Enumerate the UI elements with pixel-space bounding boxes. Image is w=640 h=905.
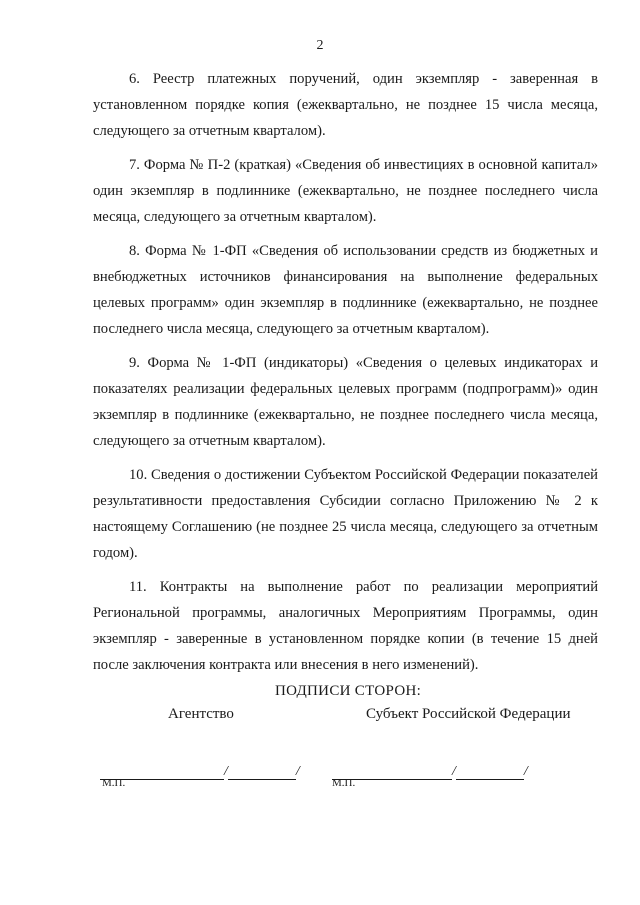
- signature-slash: /: [452, 764, 456, 779]
- subject-seal-label: М.П.: [332, 777, 356, 789]
- agency-signature-line: [100, 764, 300, 780]
- signature-slash: /: [295, 764, 300, 779]
- signatures-title: ПОДПИСИ СТОРОН:: [275, 683, 422, 699]
- party-agency-label: Агентство: [168, 706, 234, 722]
- agency-seal-label: М.П.: [102, 777, 126, 789]
- list-item-7: 7. Форма № П-2 (краткая) «Сведения об инвестициях в основной капитал» один экземпляр в подлиннике (ежеквартально, не позднее последнего числа месяца, следующего за отчетным кварталом).: [93, 157, 598, 225]
- list-item-11: 11. Контракты на выполнение работ по реализации мероприятий Региональной программы, аналогичных Мероприятиям Программы, один экземпляр - заверенные в установленном порядке копии (в течение 15 дней после заключения контракта или внесения в него изменений).: [93, 579, 598, 673]
- party-subject-label: Субъект Российской Федерации: [366, 706, 571, 722]
- name-blank: [228, 769, 296, 780]
- list-item-10: 10. Сведения о достижении Субъектом Российской Федерации показателей результативности предоставления Субсидии согласно Приложению № 2 к настоящему Соглашению (не позднее 25 числа месяца, следующего за отчетным годом).: [93, 467, 598, 561]
- name-blank: [456, 769, 524, 780]
- page-number: 2: [316, 38, 324, 53]
- signature-slash: /: [523, 764, 528, 779]
- signature-slash: /: [224, 764, 228, 779]
- list-item-8: 8. Форма № 1-ФП «Сведения об использовании средств из бюджетных и внебюджетных источников финансирования на выполнение федеральных целевых программ» один экземпляр в подлиннике (ежеквартально, не позднее последнего числа месяца, следующего за отчетным кварталом).: [93, 243, 598, 337]
- document-items-list: [93, 66, 598, 686]
- list-item-6: 6. Реестр платежных поручений, один экземпляр - заверенная в установленном порядке копия (ежеквартально, не позднее 15 числа месяца, следующего за отчетным кварталом).: [93, 71, 598, 139]
- subject-signature-line: [332, 764, 528, 780]
- list-item-9: 9. Форма № 1-ФП (индикаторы) «Сведения о целевых индикаторах и показателях реализации федеральных целевых программ (подпрограмм)» один экземпляр в подлиннике (ежеквартально, не позднее последнего числа месяца, следующего за отчетным кварталом).: [93, 355, 598, 449]
